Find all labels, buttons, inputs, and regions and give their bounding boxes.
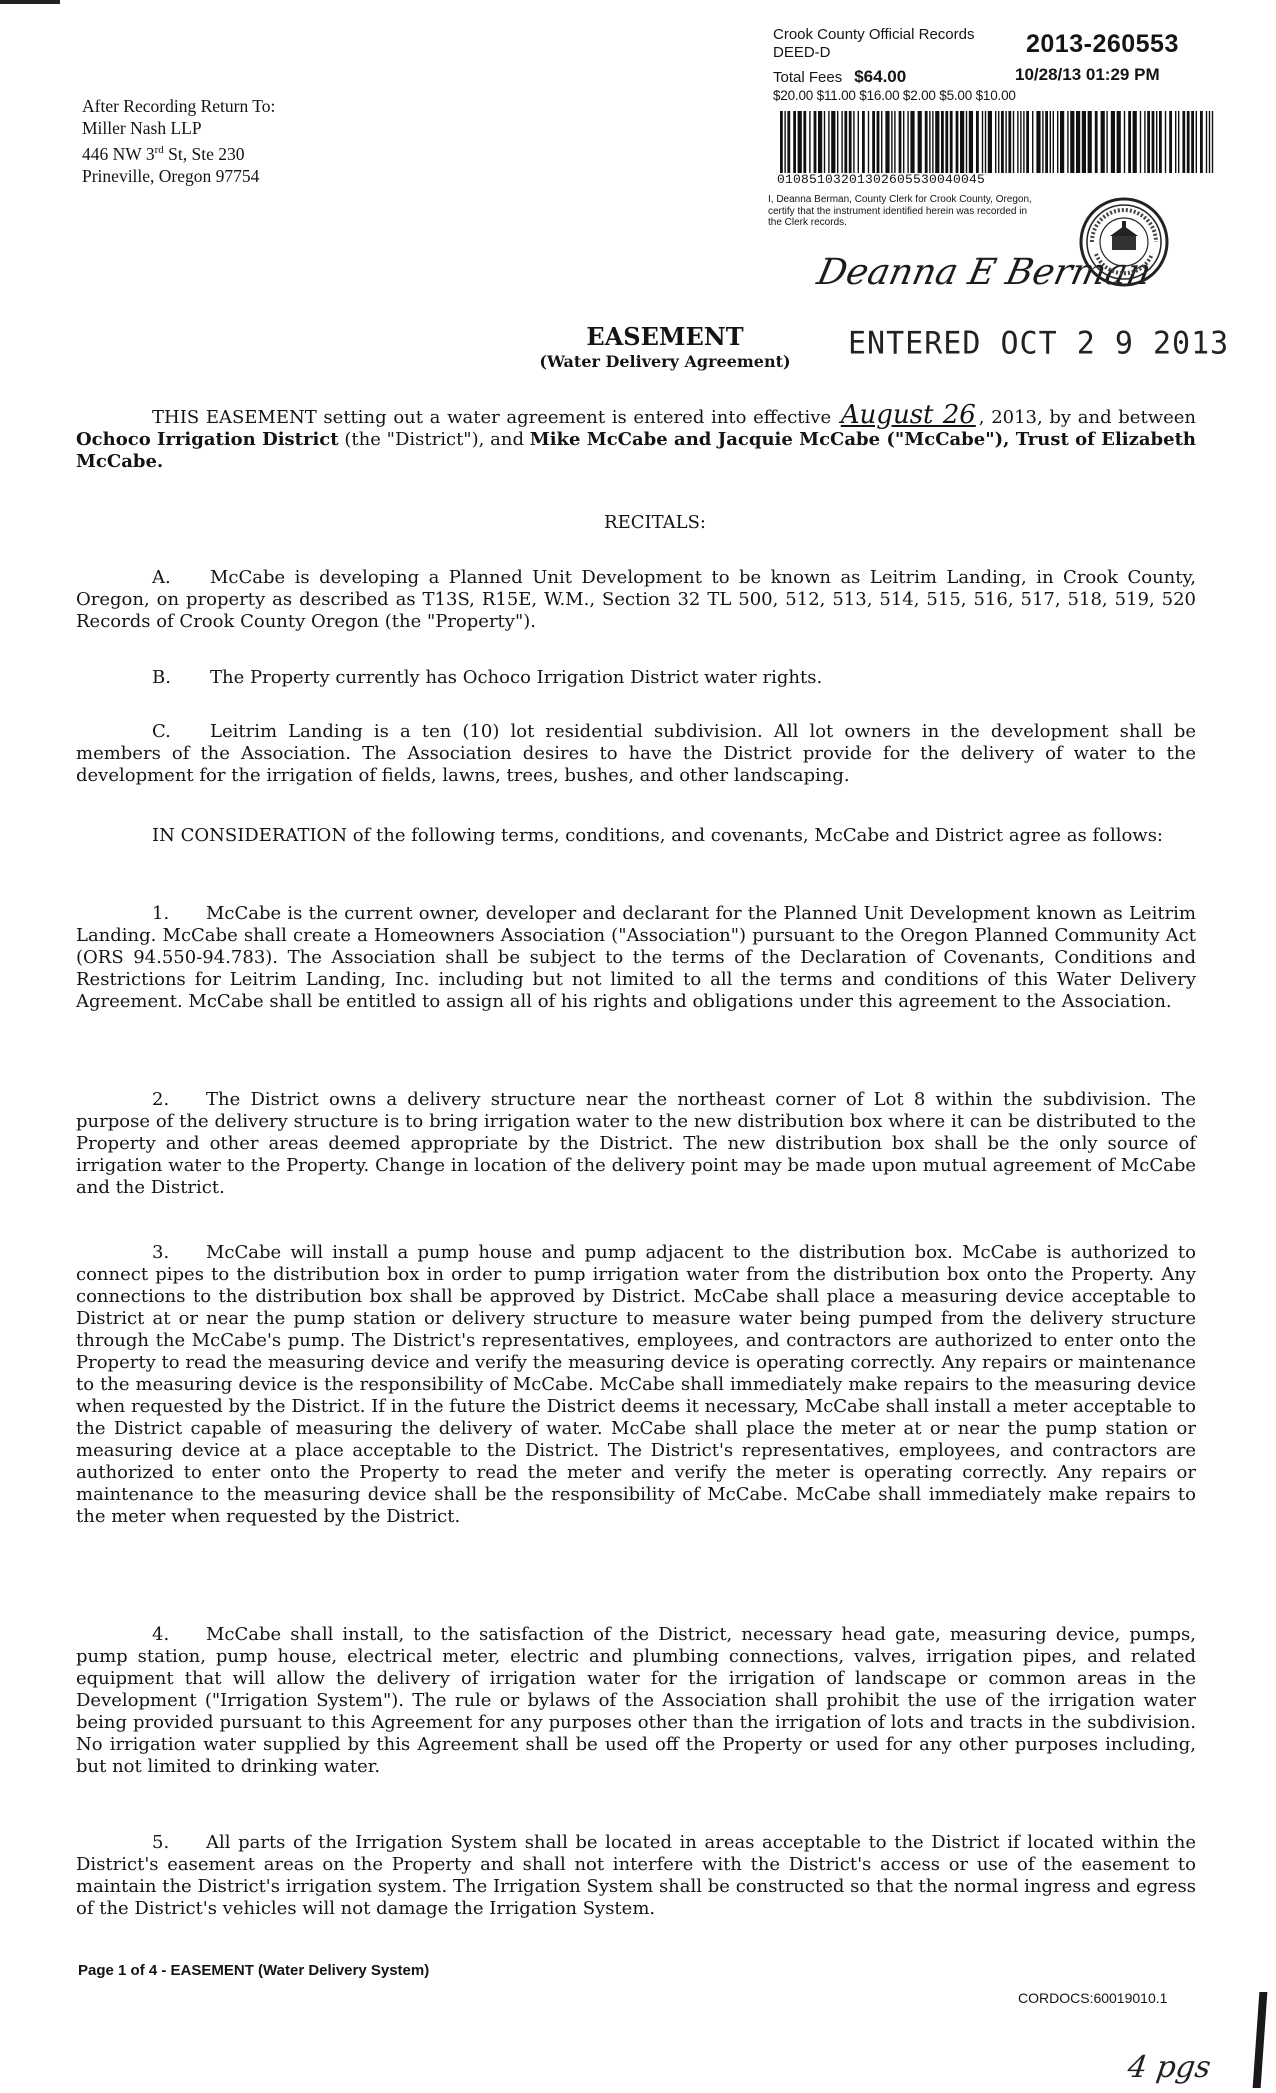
barcode-bar xyxy=(969,111,973,173)
recital-c xyxy=(76,721,1196,787)
intro-text-c: (the "District"), and xyxy=(344,429,524,450)
barcode-bar xyxy=(1101,111,1105,173)
barcode-bar xyxy=(1023,111,1024,173)
barcode-bar xyxy=(872,111,875,173)
barcode-bar xyxy=(787,111,790,173)
barcode-bar xyxy=(960,111,964,173)
barcode-bar xyxy=(814,111,817,173)
barcode-bar xyxy=(1036,111,1040,173)
clerk-signature: Deanna E Berman xyxy=(813,252,1155,293)
page-footer-label: Page 1 of 4 - EASEMENT (Water Delivery System) xyxy=(78,1962,430,1979)
clerk-certification: I, Deanna Berman, County Clerk for Crook County, Oregon, certify that the instrument identified herein was recorded in the Clerk records. xyxy=(768,194,1032,228)
document-title: EASEMENT xyxy=(586,322,744,351)
effective-date-handwritten: August 26 xyxy=(840,400,976,430)
county-seal-icon xyxy=(1078,196,1170,288)
barcode-bar xyxy=(1095,111,1098,173)
entered-date-stamp: ENTERED OCT 2 9 2013 xyxy=(848,325,1230,362)
barcode-bar xyxy=(831,111,835,173)
section-text: McCabe will install a pump house and pump adjacent to the distribution box. McCabe is authorized to connect pipes to the distribution box in order to pump irrigation water from the distribution box onto the Property. Any connections to the distribution box shall be approved by District. McCabe shall place a measuring device acceptable to District at or near the pump station or delivery structure to measure water being pumped from the delivery structure through the McCabe's pump. The District's representatives, employees, and contractors are authorized to enter onto the Property to read the measuring device and verify the measuring device is operating correctly. Any repairs or maintenance to the measuring device is the responsibility of McCabe. McCabe shall immediately make repairs to the measuring device when requested by the District. If in the future the District deems it necessary, McCabe shall install a meter acceptable to the District capable of measuring the delivery of water. McCabe shall place the meter at or near the pump station or measuring device at a place acceptable to the District. The District's representatives, employees, and contractors are authorized to enter onto the Property to read the meter and verify the meter is operating correctly. Any repairs or maintenance to the measuring device shall be the responsibility of McCabe. McCabe shall immediately make repairs to the meter when requested by the District. xyxy=(76,1242,1196,1527)
barcode-bar xyxy=(910,111,914,173)
barcode-bar xyxy=(793,111,796,173)
barcode-bar xyxy=(1106,111,1107,173)
barcode-bar xyxy=(1001,111,1004,173)
barcode-bar xyxy=(818,111,822,173)
return-address-line: Prineville, Oregon 97754 xyxy=(82,165,260,186)
barcode-bar xyxy=(1156,111,1157,173)
barcode-bar xyxy=(828,111,829,173)
recitals-heading: RECITALS: xyxy=(604,512,706,533)
barcode-bar xyxy=(1008,111,1011,173)
barcode-bar xyxy=(966,111,967,173)
street-suffix: rd xyxy=(154,144,164,156)
return-address-line: After Recording Return To: xyxy=(82,96,276,116)
section-text: McCabe is the current owner, developer and declarant for the Planned Unit Development known as Leitrim Landing. McCabe shall create a Homeowners Association ("Association") pursuant to the Oregon Planned Community Act (ORS 94.550-94.783). The Association shall be subject to the terms of the Declaration of Covenants, Conditions and Restrictions for Leitrim Landing, Inc. including but not limited to all the terms and conditions of this Water Delivery Agreement. McCabe shall be entitled to assign all of his rights and obligations under this agreement to the Association. xyxy=(76,903,1196,1012)
barcode-bar xyxy=(1053,111,1054,173)
barcode-bar xyxy=(881,111,882,173)
street-rest: St, Ste 230 xyxy=(163,143,245,164)
barcode-bar xyxy=(956,111,959,173)
scan-edge-mark xyxy=(0,0,60,4)
barcode-bar xyxy=(1082,111,1086,173)
barcode-bar xyxy=(809,111,810,173)
barcode-bar xyxy=(932,111,933,173)
return-address-block xyxy=(82,95,412,187)
barcode-bar xyxy=(1196,111,1197,173)
barcode-bar xyxy=(985,111,986,173)
barcode-bar xyxy=(849,111,852,173)
recording-office-label xyxy=(773,26,974,62)
section-text: The District owns a delivery structure near the northeast corner of Lot 8 within the subdivision. The purpose of the delivery structure is to bring irrigation water to the new distribution box where it can be distributed to the Property and other areas deemed appropriate by the District. The new distribution box shall be the only source of irrigation water to the Property. Change in location of the delivery point may be made upon mutual agreement of McCabe and the District. xyxy=(76,1089,1196,1198)
consideration-paragraph xyxy=(76,825,1196,847)
barcode-bar xyxy=(1032,111,1033,173)
recital-label: B. xyxy=(152,667,171,688)
barcode-bar xyxy=(1182,111,1185,173)
intro-text-b: , 2013, by and between xyxy=(978,407,1196,428)
barcode-bar xyxy=(1088,111,1092,173)
barcode-bar xyxy=(877,111,880,173)
barcode-bar xyxy=(868,111,869,173)
barcode-bar xyxy=(995,111,996,173)
recital-label: A. xyxy=(152,567,171,588)
barcode-bar xyxy=(1070,111,1074,173)
barcode-bar xyxy=(1175,111,1176,173)
barcode-bar xyxy=(1042,111,1043,173)
barcode-bar xyxy=(885,111,889,173)
barcode-bar xyxy=(907,111,908,173)
barcode-bar xyxy=(1187,111,1190,173)
section-label: 2. xyxy=(152,1089,170,1110)
barcode-bar xyxy=(1026,111,1029,173)
barcode-bar xyxy=(935,111,939,173)
return-address-line xyxy=(82,139,412,165)
district-name: Ochoco Irrigation District xyxy=(76,429,339,450)
street-number: 446 NW 3 xyxy=(82,143,155,164)
barcode-bar xyxy=(1017,111,1018,173)
barcode-bar xyxy=(1152,111,1155,173)
barcode-bar xyxy=(1111,111,1115,173)
section-3 xyxy=(76,1242,1196,1528)
barcode-bar xyxy=(1169,111,1172,173)
section-text: McCabe shall install, to the satisfaction of the District, necessary head gate, measuring device, pumps, pump station, pump house, electrical meter, electric and plumbing connections, valves, irrigation pipes, and related equipment that will allow the delivery of irrigation water for the irrigation of landscape or common areas in the Development ("Irrigation System"). The rule or bylaws of the Association shall prohibit the use of the irrigation water being provided pursuant to this Agreement for any purposes other than the irrigation of lots and tracts in the subdivision. No irrigation water supplied by this Agreement shall be used off the Property or used for any other purposes including, but not limited to drinking water. xyxy=(76,1624,1196,1777)
barcode-bar xyxy=(988,111,992,173)
barcode-bar xyxy=(853,111,854,173)
total-fees-label: Total Fees xyxy=(773,69,843,86)
section-label: 4. xyxy=(152,1624,170,1645)
barcode-bar xyxy=(1212,111,1213,173)
section-1 xyxy=(76,903,1196,1013)
barcode-bar xyxy=(841,111,842,173)
barcode-bar xyxy=(918,111,922,173)
barcode-bar xyxy=(941,111,944,173)
barcode-bar xyxy=(1013,111,1014,173)
owner-names: Mike McCabe and Jacquie McCabe ("McCabe"), Trust of Elizabeth McCabe. xyxy=(76,429,1196,472)
county-records-label: Crook County Official Records xyxy=(773,26,975,43)
recital-a xyxy=(76,567,1196,633)
section-label: 5. xyxy=(152,1832,170,1853)
barcode-bar xyxy=(1159,111,1162,173)
barcode-bar xyxy=(1057,111,1058,173)
barcode-bar xyxy=(976,111,979,173)
barcode-bar xyxy=(1020,111,1021,173)
barcode-bar xyxy=(844,111,847,173)
barcode-bar xyxy=(784,111,785,173)
recital-text: Leitrim Landing is a ten (10) lot residential subdivision. All lot owners in the development shall be members of the Association. The Association desires to have the District provide for the delivery of water to the development for the irrigation of fields, lawns, trees, bushes, and other landscaping. xyxy=(76,721,1196,786)
barcode-bar xyxy=(1117,111,1121,173)
barcode-bar xyxy=(837,111,838,173)
barcode-bar xyxy=(1165,111,1166,173)
recital-text: McCabe is developing a Planned Unit Development to be known as Leitrim Landing, in Crook County, Oregon, on property as described as T13S, R15E, W.M., Section 32 TL 500, 512, 513, 514, 515, 516, 517, 518, 519, 520 Records of Crook County Oregon (the "Property"). xyxy=(76,567,1196,632)
document-subtitle: (Water Delivery Agreement) xyxy=(539,352,791,371)
barcode-bar xyxy=(1133,111,1137,173)
recital-text: The Property currently has Ochoco Irrigation District water rights. xyxy=(210,667,823,688)
barcode-bar xyxy=(862,111,865,173)
barcode-bar xyxy=(1005,111,1006,173)
barcode-bar xyxy=(1076,111,1080,173)
barcode-bar xyxy=(1067,111,1068,173)
intro-text-a: THIS EASEMENT setting out a water agreement is entered into effective xyxy=(152,407,832,428)
barcode-bar xyxy=(1144,111,1145,173)
section-2 xyxy=(76,1089,1196,1199)
barcode-bar xyxy=(982,111,983,173)
fee-breakdown: $20.00 $11.00 $16.00 $2.00 $5.00 $10.00 xyxy=(773,88,1016,103)
document-type: DEED-D xyxy=(773,44,831,61)
barcode-bar xyxy=(945,111,948,173)
barcode-bar xyxy=(894,111,895,173)
barcode-bar xyxy=(1050,111,1051,173)
barcode-bar xyxy=(929,111,930,173)
barcode-bar xyxy=(803,111,806,173)
section-4 xyxy=(76,1624,1196,1778)
barcode-bar xyxy=(903,111,904,173)
barcode-bar xyxy=(1147,111,1150,173)
consideration-text: IN CONSIDERATION of the following terms, conditions, and covenants, McCabe and District agree as follows: xyxy=(152,825,1163,846)
return-address-line: Miller Nash LLP xyxy=(82,118,202,138)
barcode-bar xyxy=(1124,111,1125,173)
barcode-bar xyxy=(1140,111,1141,173)
barcode-bar xyxy=(824,111,825,173)
section-text: All parts of the Irrigation System shall be located in areas acceptable to the District if located within the District's easement areas on the Property and shall not interfere with the District's access or use of the easement to maintain the District's irrigation system. The Irrigation System shall be constructed so that the normal ingress and egress of the District's vehicles will not damage the Irrigation System. xyxy=(76,1832,1196,1919)
recital-label: C. xyxy=(152,721,171,742)
section-label: 1. xyxy=(152,903,170,924)
section-5 xyxy=(76,1832,1196,1920)
barcode-bar xyxy=(1060,111,1064,173)
barcode-bar xyxy=(998,111,999,173)
barcode-bar xyxy=(858,111,859,173)
section-label: 3. xyxy=(152,1242,170,1263)
barcode-bar xyxy=(798,111,802,173)
barcode-bar xyxy=(1206,111,1207,173)
barcode-bar xyxy=(1191,111,1194,173)
barcode-bar xyxy=(925,111,928,173)
record-number: 2013-260553 xyxy=(1026,30,1179,58)
barcode-bar xyxy=(1128,111,1131,173)
barcode-bar xyxy=(899,111,902,173)
barcode-digits: 01085103201302605530040045 xyxy=(777,172,986,187)
recital-b xyxy=(76,667,1196,689)
barcode-bar xyxy=(1045,111,1048,173)
total-fees xyxy=(773,67,906,87)
barcode-bar xyxy=(1200,111,1203,173)
total-fees-value: $64.00 xyxy=(854,67,907,86)
barcode-bar xyxy=(1209,111,1210,173)
recording-datetime: 10/28/13 01:29 PM xyxy=(1015,65,1160,84)
barcode-bar xyxy=(1178,111,1179,173)
barcode-bar xyxy=(891,111,892,173)
scan-edge-bar xyxy=(1253,1992,1268,2088)
intro-paragraph xyxy=(76,400,1196,473)
document-code: CORDOCS:60019010.1 xyxy=(1018,1990,1168,2006)
barcode-bar xyxy=(950,111,953,173)
recording-barcode xyxy=(778,111,1218,173)
barcode-bar xyxy=(780,111,783,173)
handwritten-page-count: 4 pgs xyxy=(1125,2050,1213,2085)
